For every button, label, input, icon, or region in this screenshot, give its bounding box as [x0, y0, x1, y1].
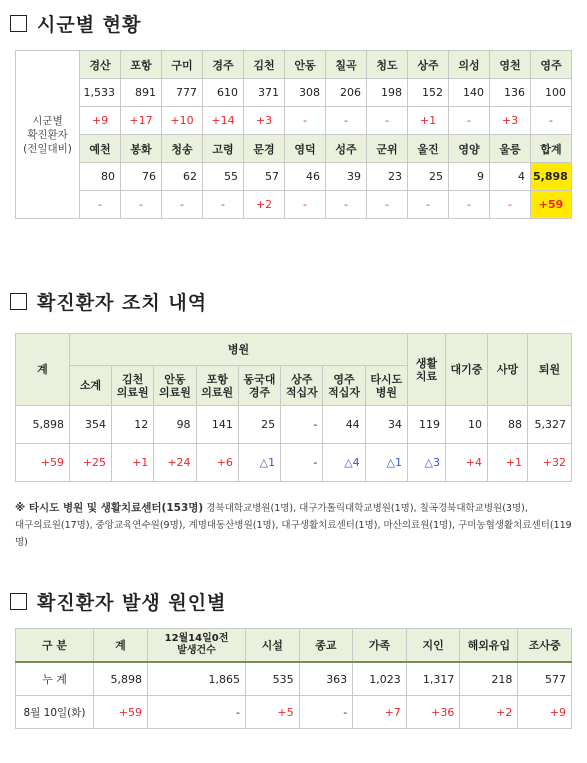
change-cell: +4 [446, 444, 488, 482]
region-name: 김천 [244, 51, 285, 79]
region-name: 영덕 [285, 135, 326, 163]
header-hospital-sub: 포항 의료원 [196, 366, 238, 406]
region-change: - [80, 191, 121, 219]
region-name: 울진 [408, 135, 449, 163]
section-title-text: 시군별 현황 [37, 14, 142, 36]
region-change: - [367, 107, 408, 135]
region-change: - [326, 107, 367, 135]
region-count: 39 [326, 163, 367, 191]
header-death: 사망 [488, 334, 528, 406]
region-count: 55 [203, 163, 244, 191]
region-change: +17 [121, 107, 162, 135]
total-count: 5,898 [531, 163, 572, 191]
section-title-cause [10, 588, 226, 615]
header-discharged: 퇴원 [528, 334, 572, 406]
count-cell: 44 [323, 406, 365, 444]
cumulative-cell: 577 [518, 662, 572, 696]
region-count: 891 [121, 79, 162, 107]
region-name: 경주 [203, 51, 244, 79]
region-change: +10 [162, 107, 203, 135]
change-cell: - [281, 444, 323, 482]
cause-table [15, 628, 572, 729]
region-count: 1,533 [80, 79, 121, 107]
change-cell: △4 [323, 444, 365, 482]
region-name: 예천 [80, 135, 121, 163]
region-name: 경산 [80, 51, 121, 79]
region-count: 136 [490, 79, 531, 107]
treatment-table [15, 333, 572, 482]
region-name: 고령 [203, 135, 244, 163]
region-count: 62 [162, 163, 203, 191]
region-change: +9 [80, 107, 121, 135]
region-count: 140 [449, 79, 490, 107]
daily-cell: +36 [406, 696, 460, 729]
count-cell: 141 [196, 406, 238, 444]
region-name: 안동 [285, 51, 326, 79]
row-label: 누 계 [16, 662, 94, 696]
count-cell: 98 [154, 406, 196, 444]
region-change: +3 [244, 107, 285, 135]
count-cell: 5,898 [16, 406, 70, 444]
region-change: +14 [203, 107, 244, 135]
header-category: 구 분 [16, 629, 94, 663]
cumulative-cell: 1,865 [148, 662, 246, 696]
checkbox-square-icon [10, 593, 27, 610]
region-change: - [490, 191, 531, 219]
count-cell: 88 [488, 406, 528, 444]
region-name: 영주 [531, 51, 572, 79]
checkbox-square-icon [10, 15, 27, 32]
region-name: 봉화 [121, 135, 162, 163]
count-cell: 119 [408, 406, 446, 444]
change-cell: +25 [70, 444, 112, 482]
region-count: 777 [162, 79, 203, 107]
header-hospital-sub: 동국대 경주 [238, 366, 280, 406]
section-title-text: 확진환자 조치 내역 [37, 292, 208, 314]
region-change: - [531, 107, 572, 135]
header-family: 가족 [353, 629, 407, 663]
note-line2: 대구의료원(17명), 중앙교육연수원(9명), 계명대동산병원(1명), 대구생활치료센터(1명), 마산의료원(1명), 구미농협생활치료센터(119명) [15, 520, 572, 548]
region-count: 308 [285, 79, 326, 107]
region-count: 46 [285, 163, 326, 191]
note-title: ※ 타시도 병원 및 생활치료센터(153명) [15, 502, 204, 514]
region-count: 371 [244, 79, 285, 107]
region-name: 영천 [490, 51, 531, 79]
cumulative-cell: 218 [460, 662, 518, 696]
change-cell: +6 [196, 444, 238, 482]
region-change: - [285, 107, 326, 135]
header-hospital-sub: 상주 적십자 [281, 366, 323, 406]
header-hospital: 병원 [70, 334, 408, 366]
header-waiting: 대기중 [446, 334, 488, 406]
region-change: +1 [408, 107, 449, 135]
region-change: - [367, 191, 408, 219]
daily-cell: - [148, 696, 246, 729]
header-living-treatment: 생활 치료 [408, 334, 446, 406]
region-change: - [285, 191, 326, 219]
region-name: 청송 [162, 135, 203, 163]
header-total: 계 [94, 629, 148, 663]
count-cell: - [281, 406, 323, 444]
region-name: 영양 [449, 135, 490, 163]
cumulative-cell: 535 [246, 662, 300, 696]
region-change: - [121, 191, 162, 219]
change-cell: +24 [154, 444, 196, 482]
region-change: +3 [490, 107, 531, 135]
section-title-treatment [10, 288, 207, 315]
region-count: 76 [121, 163, 162, 191]
daily-cell: +5 [246, 696, 300, 729]
header-religion: 종교 [299, 629, 353, 663]
count-cell: 12 [112, 406, 154, 444]
change-cell: +1 [112, 444, 154, 482]
header-hospital-sub: 영주 적십자 [323, 366, 365, 406]
header-prior-cases: 12월14일0전 발생건수 [148, 629, 246, 663]
region-count: 4 [490, 163, 531, 191]
region-name: 구미 [162, 51, 203, 79]
count-cell: 10 [446, 406, 488, 444]
region-name: 청도 [367, 51, 408, 79]
total-change: +59 [531, 191, 572, 219]
region-name: 성주 [326, 135, 367, 163]
daily-cell: +9 [518, 696, 572, 729]
change-cell: △1 [365, 444, 407, 482]
count-cell: 34 [365, 406, 407, 444]
region-count: 57 [244, 163, 285, 191]
count-cell: 354 [70, 406, 112, 444]
cumulative-cell: 363 [299, 662, 353, 696]
header-facility: 시설 [246, 629, 300, 663]
header-hospital-sub: 안동 의료원 [154, 366, 196, 406]
region-count: 198 [367, 79, 408, 107]
region-name: 문경 [244, 135, 285, 163]
change-cell: △3 [408, 444, 446, 482]
region-change: - [162, 191, 203, 219]
header-hospital-sub: 김천 의료원 [112, 366, 154, 406]
side-label: 시군별 확진환자 (전일대비) [16, 51, 80, 219]
hospital-note [15, 500, 575, 551]
header-investigating: 조사중 [518, 629, 572, 663]
region-count: 206 [326, 79, 367, 107]
regional-table [15, 50, 572, 219]
region-count: 80 [80, 163, 121, 191]
region-change: - [326, 191, 367, 219]
region-change: - [408, 191, 449, 219]
section-title-regional [10, 10, 141, 37]
region-name: 의성 [449, 51, 490, 79]
region-change: - [449, 107, 490, 135]
daily-cell: +2 [460, 696, 518, 729]
region-count: 23 [367, 163, 408, 191]
region-name: 상주 [408, 51, 449, 79]
region-count: 9 [449, 163, 490, 191]
change-cell: △1 [238, 444, 280, 482]
region-name: 군위 [367, 135, 408, 163]
daily-cell: +7 [353, 696, 407, 729]
region-name: 칠곡 [326, 51, 367, 79]
row-label: 8월 10일(화) [16, 696, 94, 729]
header-hospital-sub: 소계 [70, 366, 112, 406]
region-change: +2 [244, 191, 285, 219]
cumulative-cell: 1,317 [406, 662, 460, 696]
region-name: 포항 [121, 51, 162, 79]
count-cell: 5,327 [528, 406, 572, 444]
cumulative-cell: 1,023 [353, 662, 407, 696]
checkbox-square-icon [10, 293, 27, 310]
header-acquaintance: 지인 [406, 629, 460, 663]
total-label: 합계 [531, 135, 572, 163]
region-name: 울릉 [490, 135, 531, 163]
region-count: 152 [408, 79, 449, 107]
cumulative-cell: 5,898 [94, 662, 148, 696]
region-change: - [203, 191, 244, 219]
daily-cell: - [299, 696, 353, 729]
daily-cell: +59 [94, 696, 148, 729]
change-cell: +59 [16, 444, 70, 482]
region-count: 610 [203, 79, 244, 107]
count-cell: 25 [238, 406, 280, 444]
section-title-text: 확진환자 발생 원인별 [37, 592, 227, 614]
region-count: 25 [408, 163, 449, 191]
header-overseas: 해외유입 [460, 629, 518, 663]
note-line1: 경북대학교병원(1명), 대구가톨릭대학교병원(1명), 칠곡경북대학교병원(3명), [206, 503, 528, 514]
header-total: 계 [16, 334, 70, 406]
region-change: - [449, 191, 490, 219]
region-count: 100 [531, 79, 572, 107]
header-hospital-sub: 타시도 병원 [365, 366, 407, 406]
change-cell: +1 [488, 444, 528, 482]
change-cell: +32 [528, 444, 572, 482]
